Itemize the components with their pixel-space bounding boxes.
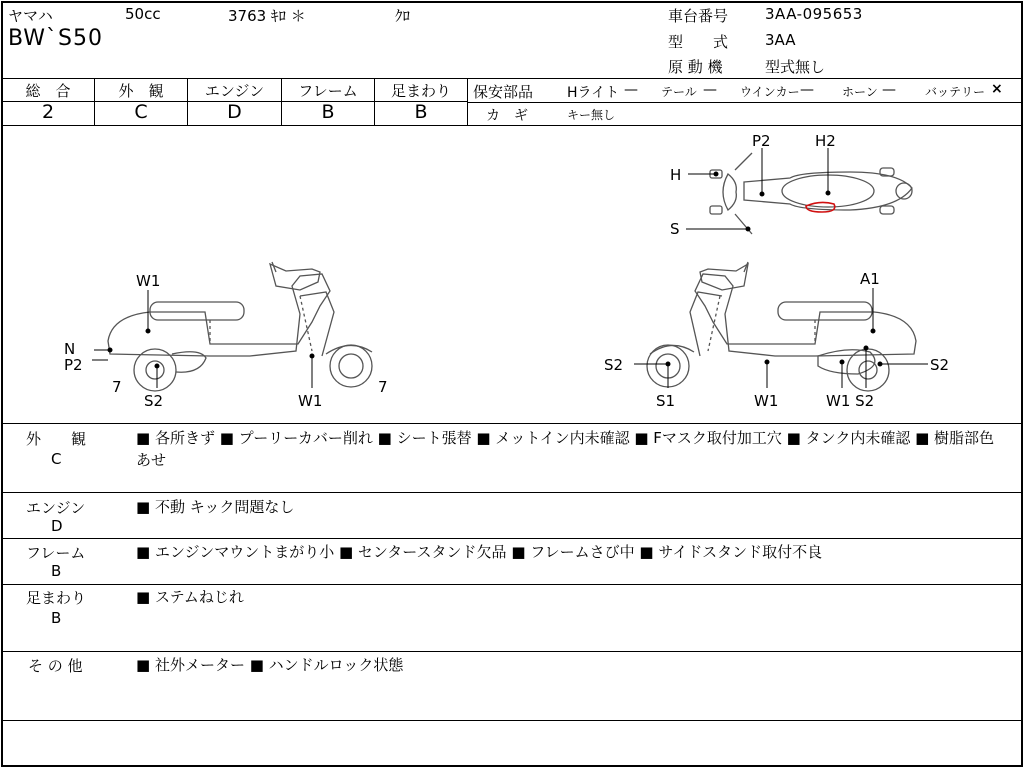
winker-label: ウインカー — [740, 85, 800, 99]
frame-no-label: 車台番号 — [668, 7, 729, 25]
battery-status: × — [991, 81, 1003, 97]
grade-table-top — [2, 78, 1022, 79]
remark-engine-label: エンジン — [26, 499, 86, 517]
model-name: BW`S50 — [8, 26, 104, 51]
remarks-divider — [2, 584, 1022, 585]
remark-suspension-grade: B — [51, 609, 62, 627]
label-w1-top: W1 — [136, 272, 161, 290]
grade-exterior-label: 外 観 — [118, 82, 164, 100]
displacement: 50cc — [125, 5, 161, 23]
label-top-p2: P2 — [752, 132, 771, 150]
frame-no-value: 3AA-095653 — [765, 5, 863, 23]
remark-suspension-text: ■ ステムねじれ — [136, 588, 244, 606]
grade-engine-label: エンジン — [204, 82, 265, 100]
mileage: 3763 ｷﾛ ＊ — [228, 7, 306, 25]
label-s1: S1 — [656, 392, 676, 410]
grade-frame-label: フレーム — [298, 82, 358, 100]
remark-exterior-label: 外 観 — [26, 430, 87, 448]
horn-label: ホーン — [842, 85, 878, 99]
remark-other-label: そ の 他 — [28, 657, 83, 675]
label-a1: A1 — [860, 270, 880, 288]
label-w1-bottom: W1 — [298, 392, 323, 410]
label-top-h2: H2 — [815, 132, 836, 150]
remark-other-text: ■ 社外メーター ■ ハンドルロック状態 — [136, 656, 404, 674]
battery-label: バッテリー — [925, 85, 986, 99]
label-seven-left: 7 — [112, 378, 122, 396]
remark-engine-grade: D — [51, 517, 63, 535]
grade-overall-label: 総 合 — [25, 82, 71, 100]
remark-engine-text: ■ 不動 キック問題なし — [136, 498, 295, 516]
grade-divider — [467, 78, 468, 125]
label-s2-left: S2 — [604, 356, 624, 374]
winker-status: — — [800, 82, 814, 98]
remarks-divider — [2, 651, 1022, 652]
grade-exterior-value: C — [134, 101, 148, 123]
remark-frame-grade: B — [51, 562, 62, 580]
grade-frame-value: B — [321, 101, 335, 123]
label-p2: P2 — [64, 356, 83, 374]
key-value: キー無し — [567, 108, 616, 122]
safety-mid — [468, 102, 1022, 103]
remark-frame-text: ■ エンジンマウントまがり小 ■ センタースタンド欠品 ■ フレームさび中 ■ サイドスタンド取付不良 — [136, 543, 823, 561]
label-s2: S2 — [144, 392, 164, 410]
scooter-diagram — [0, 126, 1024, 424]
grade-suspension-label: 足まわり — [390, 82, 451, 100]
label-n: N — [64, 340, 76, 358]
grade-suspension-value: B — [414, 101, 428, 123]
top-view — [710, 153, 912, 234]
label-w1s2: W1 S2 — [826, 392, 875, 410]
remarks-divider — [2, 538, 1022, 539]
remark-frame-label: フレーム — [26, 544, 86, 562]
engine-type-label: 原 動 機 — [668, 58, 723, 76]
label-seven-right: 7 — [378, 378, 388, 396]
safety-label: 保安部品 — [473, 83, 534, 101]
label-top-h: H — [670, 166, 682, 184]
headlight-status: — — [624, 82, 638, 98]
horn-status: — — [882, 82, 896, 98]
headlight-label: Hライト — [567, 85, 620, 101]
label-w1: W1 — [754, 392, 779, 410]
grade-overall-value: 2 — [41, 101, 55, 123]
remark-suspension-label: 足まわり — [26, 589, 87, 607]
engine-type-value: 型式無し — [765, 58, 826, 76]
tail-status: — — [703, 82, 717, 98]
type-label: 型 式 — [668, 33, 729, 51]
remarks-bottom — [2, 720, 1022, 721]
grade-engine-value: D — [227, 101, 242, 123]
color: ｸﾛ — [395, 7, 411, 25]
remark-exterior-grade: C — [51, 450, 62, 468]
remarks-top — [2, 423, 1022, 424]
remarks-divider — [2, 492, 1022, 493]
remark-exterior-text: ■ 各所きず ■ プーリーカバー削れ ■ シート張替 ■ メットイン内未確認 ■ Fマスク取付加工穴 ■ タンク内未確認 ■ 樹脂部色あせ — [136, 429, 995, 469]
label-top-s: S — [670, 220, 680, 238]
label-s2-right: S2 — [930, 356, 950, 374]
key-label: カ ギ — [486, 108, 528, 124]
tail-label: テール — [661, 85, 697, 99]
type-value: 3AA — [765, 31, 796, 49]
maker: ヤマハ — [8, 7, 53, 25]
